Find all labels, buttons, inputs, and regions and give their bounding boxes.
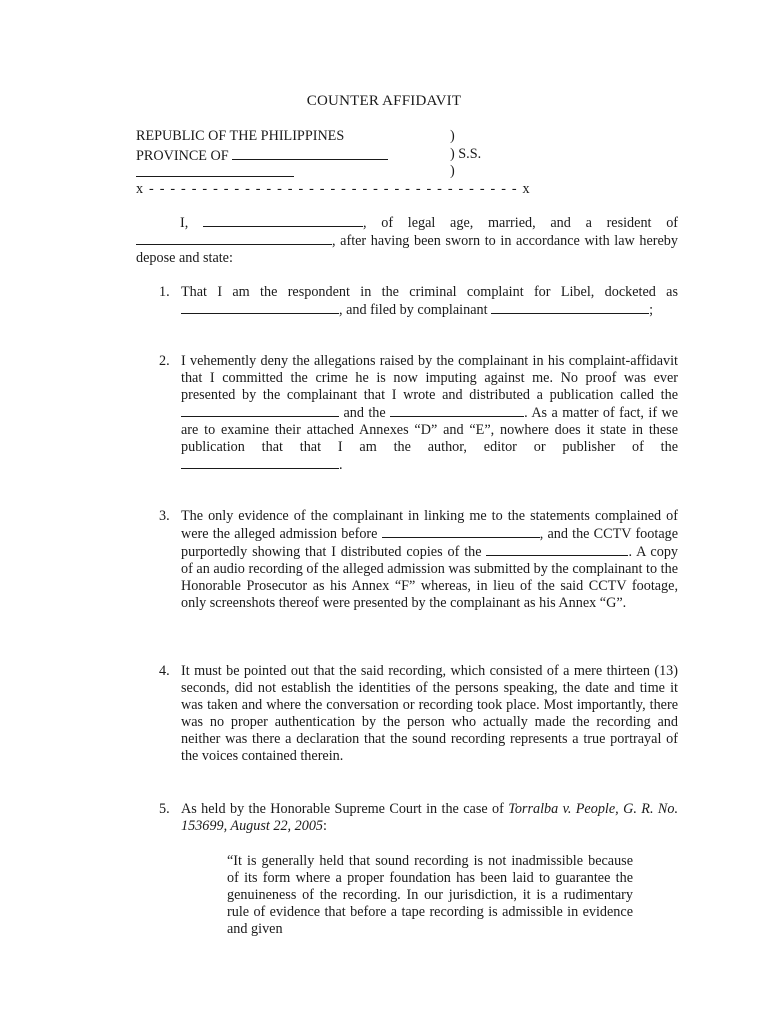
residence-blank: [136, 232, 332, 245]
item-2: [181, 353, 678, 474]
item-3-text-c: . A copy of an audio recording of the alleged admission was submitted by the complainant to the Honorable Prosecutor as his Annex “F” whereas, in lieu of the said CCTV footage, only screenshots thereof were presented by the complainant as his Annex “G”.: [181, 544, 679, 611]
item-5-text-b: :: [323, 818, 327, 834]
item-3-number: 3.: [159, 508, 170, 524]
intro-paragraph: [136, 214, 678, 267]
item-4-number: 4.: [159, 663, 170, 679]
province-blank: [232, 146, 388, 160]
docket-number-blank: [181, 301, 339, 314]
intro-text-1: I,: [180, 215, 189, 231]
item-2-text-d: .: [339, 457, 343, 473]
item-2-number: 2.: [159, 353, 170, 369]
item-4: [181, 663, 678, 765]
caption-paren-1: ): [450, 128, 455, 144]
caption-paren-ss: ) S.S.: [450, 146, 482, 162]
item-5-number: 5.: [159, 801, 170, 817]
item-1-text-c: ;: [649, 302, 654, 318]
item-2-text-b: and the: [343, 405, 386, 421]
complainant-name-blank: [491, 301, 649, 314]
admission-before-blank: [382, 525, 540, 538]
item-1-text-a: That I am the respondent in the criminal complaint for Libel, docketed as: [181, 284, 678, 300]
affiant-name-blank: [203, 214, 363, 227]
distributed-copies-blank: [486, 543, 628, 556]
caption-separator: x - - - - - - - - - - - - - - - - - - - - - - - - - - - - - - - - - - - x: [136, 181, 531, 197]
item-4-text-a: It must be pointed out that the said recording, which consisted of a mere thirteen (13) seconds, did not establish the identities of the persons speaking, the date and time it was taken and where the conversation or recording took place. Most importantly, there was no proper authentication by the person who actually made the recording and neither was there a declaration that the sound recording represents a true portrayal of the voices contained therein.: [181, 663, 678, 764]
intro-text-3: , after having been sworn to in accordance with law hereby depose and state:: [136, 233, 678, 266]
item-2-text-a: I vehemently deny the allegations raised by the complainant in his complaint-affidavit that I committed the crime he is now imputing against me. No proof was ever presented by the complainant that I wrote and distributed a publication called the: [181, 353, 678, 403]
item-5: [181, 801, 678, 835]
item-2-text-c: . As a matter of fact, if we are to examine their attached Annexes “D” and “E”, nowhere does it state in these publication that that I am the author, editor or publisher of the: [181, 405, 679, 455]
document-title: COUNTER AFFIDAVIT: [306, 93, 462, 109]
publication-2-blank: [390, 404, 524, 417]
item-3: [181, 508, 678, 612]
publication-1-blank: [181, 404, 339, 417]
caption-province-label: PROVINCE OF: [136, 147, 229, 164]
item-1: [181, 284, 678, 319]
caption-paren-3: ): [450, 163, 455, 179]
item-1-number: 1.: [159, 284, 170, 300]
item-3-text-a: The only evidence of the complainant in linking me to the statements complained of were the alleged admission before: [181, 508, 678, 542]
item-3-text-b: , and the CCTV footage purportedly showing that I distributed copies of the: [181, 526, 679, 560]
item-1-text-b: , and filed by complainant: [339, 302, 488, 318]
intro-text-2: , of legal age, married, and a resident of: [363, 215, 679, 231]
publication-3-blank: [181, 456, 339, 469]
caption-block: [136, 128, 388, 181]
caption-city: [136, 163, 388, 181]
city-blank: [136, 163, 294, 177]
caption-republic: REPUBLIC OF THE PHILIPPINES: [136, 128, 345, 144]
block-quote: “It is generally held that sound recording is not inadmissible because of its form where a proper foundation has been laid to guarantee the genuineness of the recording. In our jurisdiction, it is a rudimentary rule of evidence that before a tape recording is admissible in evidence and given: [227, 853, 633, 937]
case-citation: Torralba v. People, G. R. No. 153699, August 22, 2005: [181, 801, 678, 834]
item-5-text-a: As held by the Honorable Supreme Court in the case of: [181, 801, 504, 817]
caption-province: [136, 146, 388, 164]
